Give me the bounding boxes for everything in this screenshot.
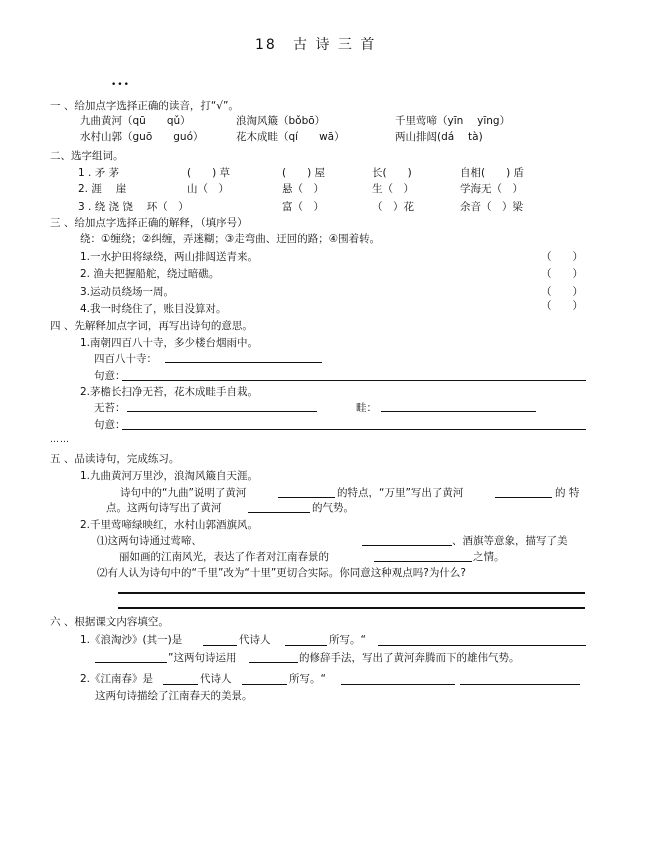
s5-q1-text: 点。这两句诗写出了黄河 bbox=[106, 502, 222, 514]
s2-cell: 1 . 矛 茅 bbox=[78, 167, 120, 179]
answer-line[interactable] bbox=[203, 645, 237, 646]
answer-line[interactable] bbox=[381, 411, 536, 412]
decorative-dots: …… bbox=[50, 435, 70, 445]
s6-q1-text: ”这两句诗运用 bbox=[168, 652, 237, 664]
answer-paren[interactable]: （ ） bbox=[541, 286, 583, 298]
s1-item: 水村山郭（guō guó） bbox=[80, 131, 204, 143]
section-1-heading: 一 、给加点字选择正确的读音，打“√”。 bbox=[50, 100, 239, 112]
s2-cell: 余音（ ）梁 bbox=[460, 201, 523, 213]
s3-item: 2. 渔夫把握船舵，绕过暗礁。 bbox=[80, 268, 220, 280]
s2-cell: 富（ ） bbox=[282, 201, 324, 213]
s1-item: 两山排闼(dá tà) bbox=[395, 131, 483, 143]
answer-paren[interactable]: （ ） bbox=[541, 300, 583, 312]
s5-q2-text: 之情。 bbox=[473, 551, 505, 563]
answer-line[interactable] bbox=[378, 645, 586, 646]
s5-q1-text: 的气势。 bbox=[312, 502, 354, 514]
section-5-heading: 五 、品读诗句，完成练习。 bbox=[50, 453, 180, 465]
s5-q2-text: ⑴这两句诗通过莺啼、 bbox=[97, 535, 202, 547]
s3-item: 4.我一时绕住了，账目没算对。 bbox=[80, 303, 227, 315]
s1-item: 花木成畦（qí wā） bbox=[236, 131, 345, 143]
s2-cell: ( ) 草 bbox=[187, 167, 231, 179]
s6-q2-text: 这两句诗描绘了江南春天的美景。 bbox=[95, 690, 253, 702]
section-2-heading: 二、选字组词。 bbox=[50, 150, 124, 162]
s2-cell: 学海无（ ） bbox=[460, 183, 523, 195]
s6-q1-text: 1.《浪淘沙》(其一)是 bbox=[80, 634, 183, 646]
s4-q2-word1: 无苔： bbox=[94, 402, 126, 414]
s2-cell: 2. 涯 崖 bbox=[78, 183, 127, 195]
answer-line[interactable] bbox=[249, 662, 298, 663]
s2-cell: 悬（ ） bbox=[282, 183, 324, 195]
answer-line[interactable] bbox=[495, 497, 552, 498]
s2-cell: 生（ ） bbox=[372, 183, 414, 195]
answer-line[interactable] bbox=[118, 607, 585, 609]
answer-line[interactable] bbox=[460, 684, 580, 685]
s6-q1-text: 所写。“ bbox=[329, 634, 366, 646]
s2-cell: 长( ) bbox=[372, 167, 412, 179]
answer-line[interactable] bbox=[248, 512, 310, 513]
answer-line[interactable] bbox=[118, 592, 585, 594]
answer-line[interactable] bbox=[374, 561, 472, 562]
answer-line[interactable] bbox=[127, 411, 317, 412]
s6-q1-text: 的修辞手法，写出了黄河奔腾而下的雄伟气势。 bbox=[299, 652, 520, 664]
s6-q1-text: 代诗人 bbox=[239, 634, 271, 646]
answer-line[interactable] bbox=[95, 662, 167, 663]
s2-cell: 3 . 绕 浇 饶 环（ ） bbox=[78, 201, 189, 213]
s1-item: 浪淘风簸（bǒbō） bbox=[236, 115, 326, 127]
s5-q2-text: 丽如画的江南风光，表达了作者对江南春景的 bbox=[119, 551, 329, 563]
s4-q1-word: 四百八十寺： bbox=[94, 353, 157, 365]
meaning-label: 句意： bbox=[94, 370, 126, 382]
s5-q2-text: ⑵有人认为诗句中的“千里”改为“十里”更切合实际。你同意这种观点吗?为什么? bbox=[97, 567, 466, 579]
answer-paren[interactable]: （ ） bbox=[541, 268, 583, 280]
answer-line[interactable] bbox=[242, 684, 287, 685]
answer-line[interactable] bbox=[285, 645, 327, 646]
s2-cell: ( ) 屋 bbox=[282, 167, 326, 179]
s1-item: 千里莺啼（yīn yīng） bbox=[395, 115, 511, 127]
s5-q1-text: 的 特 bbox=[555, 487, 580, 499]
section-6-heading: 六 、根据课文内容填空。 bbox=[50, 616, 169, 628]
s5-q1-text: 诗句中的“九曲”说明了黄河 bbox=[120, 487, 247, 499]
s1-item: 九曲黄河（qū qǔ） bbox=[80, 115, 191, 127]
s2-cell: 山（ ） bbox=[187, 183, 229, 195]
s4-q1: 1.南朝四百八十寺，多少楼台烟雨中。 bbox=[80, 337, 259, 349]
s5-q1: 1.九曲黄河万里沙，浪淘风簸自天涯。 bbox=[80, 470, 259, 482]
s2-cell: 自相( ) 盾 bbox=[460, 167, 525, 179]
s3-definition: 绕：①缠绕；②纠缠，弄迷糊；③走弯曲、迂回的路；④围着转。 bbox=[80, 233, 381, 245]
s4-q2-word2: 畦： bbox=[356, 402, 377, 414]
meaning-label: 句意： bbox=[94, 419, 126, 431]
answer-line[interactable] bbox=[341, 684, 455, 685]
s3-item: 3.运动员绕场一周。 bbox=[80, 286, 175, 298]
lesson-number: 18 bbox=[255, 37, 277, 53]
decorative-dots: ••• bbox=[111, 80, 130, 90]
answer-line[interactable] bbox=[122, 429, 586, 430]
s5-q1-text: 的特点，“万里”写出了黄河 bbox=[337, 487, 464, 499]
section-4-heading: 四 、先解释加点字词，再写出诗句的意思。 bbox=[50, 320, 253, 332]
s6-q2-text: 所写。“ bbox=[289, 673, 326, 685]
answer-line[interactable] bbox=[165, 362, 322, 363]
s6-q2-text: 2.《江南春》是 bbox=[80, 673, 154, 685]
s5-q2-text: 、酒旗等意象，描写了美 bbox=[452, 535, 568, 547]
s4-q2: 2.茅檐长扫净无苔，花木成畦手自栽。 bbox=[80, 386, 259, 398]
s3-item: 1.一水护田将绿绕，两山排闼送青来。 bbox=[80, 251, 259, 263]
s6-q2-text: 代诗人 bbox=[200, 673, 232, 685]
page-title: 古 诗 三 首 bbox=[293, 37, 377, 53]
answer-line[interactable] bbox=[278, 497, 335, 498]
section-3-heading: 三 、给加点字选择正确的解释，（填序号） bbox=[50, 217, 248, 229]
s2-cell: （ ）花 bbox=[372, 201, 414, 213]
answer-line[interactable] bbox=[163, 684, 198, 685]
answer-line[interactable] bbox=[122, 380, 586, 381]
s5-q2: 2.千里莺啼绿映红，水村山郭酒旗风。 bbox=[80, 519, 259, 531]
answer-line[interactable] bbox=[362, 545, 452, 546]
answer-paren[interactable]: （ ） bbox=[541, 251, 583, 263]
